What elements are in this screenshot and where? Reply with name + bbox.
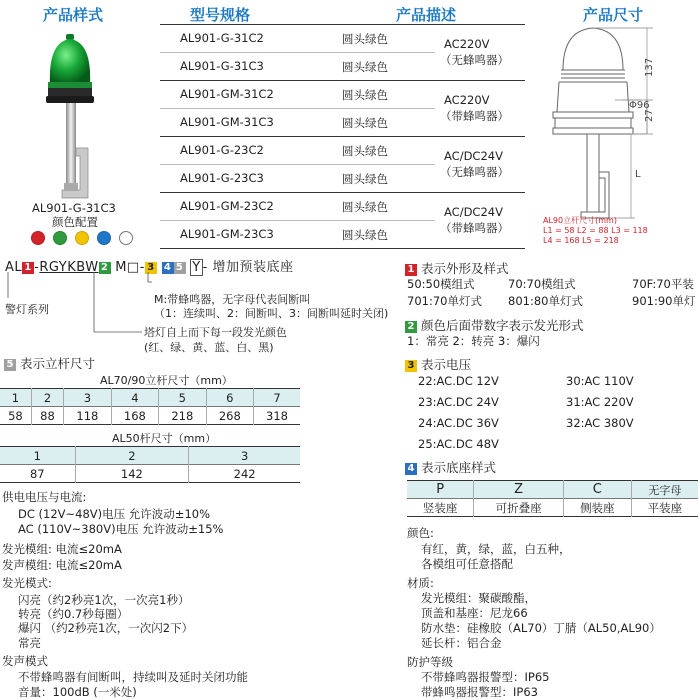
cell: 平装座 (631, 499, 698, 517)
code-line: AL 1 -RGYKBW 2 M□- 3 4 5 Y - 增加预装底座 (5, 260, 294, 275)
right-spec-line: 颜色: (407, 526, 434, 540)
right-spec-line: 发光模组：聚碳酸酯， (421, 591, 536, 605)
model-code: AL901-GM-31C2 (180, 87, 274, 101)
model-code: AL901-GM-31C3 (180, 115, 274, 129)
left-spec-line: DC (12V~48V)电压 允许波动±10% (18, 507, 211, 521)
left-spec-line: 发声模式 (2, 654, 48, 668)
cell: 1 (0, 389, 31, 407)
right-spec-line: 各模组可任意搭配 (421, 557, 513, 571)
voltage-item: 32:AC 380V (566, 416, 634, 430)
left-spec-line: 不带蜂鸣器有间断叫，持续叫及延时关闭功能 (18, 670, 248, 684)
header-style: 产品样式 (43, 6, 104, 24)
group-note: （无蜂鸣器） (440, 165, 509, 179)
group-voltage: AC220V (444, 37, 490, 51)
s1-item-5: 901:90单灯 (632, 294, 696, 308)
base-table (407, 480, 698, 517)
m-note: M:带蜂鸣器，无字母代表间断叫 (154, 293, 311, 306)
model-desc: 圆头绿色 (342, 32, 388, 46)
group-voltage: AC/DC24V (444, 205, 503, 219)
model-code: AL901-G-31C2 (180, 31, 264, 45)
model-desc: 圆头绿色 (342, 172, 388, 186)
model-desc: 圆头绿色 (342, 88, 388, 102)
right-spec-line: 不带蜂鸣器报警型：IP65 (421, 670, 550, 684)
pole-table-2 (0, 446, 300, 483)
left-spec-line: AC (110V~380V)电压 允许波动±15% (18, 522, 224, 536)
cell: 318 (254, 407, 300, 425)
s1-item-3: 701:70单灯式 (407, 294, 482, 308)
cell: 142 (75, 465, 189, 483)
cell: 1 (0, 447, 75, 465)
cell: 2 (31, 389, 63, 407)
cell: 242 (189, 465, 300, 483)
color-dot (97, 231, 111, 245)
cell: 87 (29, 466, 45, 481)
model-code: AL901-G-23C3 (180, 171, 264, 185)
cell: 268 (206, 407, 253, 425)
m-note2: （1：连续叫、2：间断叫、3：间断叫延时关闭) (154, 307, 389, 320)
model-desc: 圆头绿色 (342, 116, 388, 130)
left-spec-line: 发光模组: 电流≤20mA (2, 542, 122, 556)
cell: 3 (64, 389, 111, 407)
color-note2: (红、绿、黄、蓝、白、黑) (144, 341, 274, 354)
s1-item-2: 70F:70平装 (632, 277, 694, 291)
model-code: AL901-G-31C3 (180, 59, 264, 73)
model-desc: 圆头绿色 (342, 200, 388, 214)
s2-items: 1：常亮 2：转亮 3：爆闪 (407, 334, 540, 348)
cell: 218 (159, 407, 206, 425)
cell: 3 (189, 447, 300, 465)
cell: C (563, 481, 631, 499)
left-spec-line: 常亮 (18, 636, 41, 650)
left-spec-line: 发声模组: 电流≤20mA (2, 558, 122, 572)
cell: 2 (75, 447, 189, 465)
color-dot (53, 231, 67, 245)
group-note: （带蜂鸣器） (440, 109, 509, 123)
cell: 5 (159, 389, 206, 407)
cell: 7 (254, 389, 300, 407)
right-spec-line: 防护等级 (407, 655, 453, 669)
dim-note-1: L1 = 58 L2 = 88 L3 = 118 (543, 226, 648, 235)
color-dot (119, 231, 133, 245)
cell: 58 (8, 408, 23, 423)
model-desc: 圆头绿色 (342, 144, 388, 158)
left-spec-line: 供电电压与电流: (2, 490, 87, 504)
pole-table-1 (0, 388, 300, 425)
dim-height: 137 (644, 57, 655, 77)
left-spec-line: 闪亮（约2秒亮1次，一次亮1秒） (18, 593, 190, 607)
group-note: （带蜂鸣器） (440, 221, 509, 235)
right-spec-line: 顶盖和基座：尼龙66 (421, 606, 528, 620)
dim-length: L (635, 169, 641, 180)
cell: 可折叠座 (474, 499, 564, 517)
s5-table1-title: AL70/90立杆尺寸（mm） (100, 374, 233, 387)
cell: 6 (206, 389, 253, 407)
cell: 88 (31, 407, 63, 425)
left-spec-line: 转亮（约0.7秒每圈） (18, 607, 129, 621)
s3-title: 3 表示电压 (405, 355, 471, 373)
group-voltage: AC220V (444, 93, 490, 107)
color-dot (31, 231, 45, 245)
voltage-item: 23:AC.DC 24V (418, 395, 499, 409)
s1-item-4: 801:80单灯式 (508, 294, 583, 308)
right-spec-line: 带蜂鸣器报警型：IP63 (421, 685, 538, 699)
left-spec-line: 发光模式: (2, 576, 52, 590)
voltage-item: 24:AC.DC 36V (418, 416, 499, 430)
dim-note-2: L4 = 168 L5 = 218 (543, 236, 619, 245)
s5-title: 5 表示立杆尺寸 (4, 354, 95, 372)
model-desc: 圆头绿色 (342, 228, 388, 242)
right-spec-line: 防水垫：硅橡胶（AL70）丁腈（AL50,AL90） (421, 621, 661, 635)
product-model-label: AL901-G-31C3 (32, 201, 116, 215)
model-code: AL901-GM-23C3 (180, 227, 274, 241)
cell: 168 (111, 407, 158, 425)
group-note: （无蜂鸣器） (440, 53, 509, 67)
voltage-item: 25:AC.DC 48V (418, 437, 499, 451)
model-code: AL901-G-23C2 (180, 143, 264, 157)
cell: 无字母 (631, 481, 698, 499)
cell: Z (474, 481, 564, 499)
header-model: 型号规格 (190, 6, 251, 24)
dim-diameter: Φ96 (629, 100, 650, 111)
color-dot (75, 231, 89, 245)
s1-title: 1 表示外形及样式 (405, 259, 509, 277)
left-spec-line: 爆闪 （约2秒亮1次，一次闪2下） (18, 621, 194, 635)
right-spec-line: 材质: (407, 576, 434, 590)
left-spec-line: 音量：100dB (一米处) (18, 685, 137, 699)
cell: 4 (111, 389, 158, 407)
header-desc: 产品描述 (396, 6, 457, 24)
right-spec-line: 延长杆：铝合金 (421, 636, 502, 650)
voltage-item: 31:AC 220V (566, 395, 634, 409)
cell: 侧装座 (563, 499, 631, 517)
s1-item-1: 70:70模组式 (508, 277, 576, 291)
series-label: 警灯系列 (5, 303, 49, 316)
s5-table2-title: AL50杆尺寸（mm） (112, 432, 217, 445)
s2-title: 2 颜色后面带数字表示发光形式 (405, 316, 584, 334)
cell: 118 (64, 407, 111, 425)
group-voltage: AC/DC24V (444, 149, 503, 163)
color-config-label: 颜色配置 (52, 215, 98, 229)
header-size: 产品尺寸 (583, 6, 644, 24)
dim-note-0: AL90立杆尺寸(mm) (543, 216, 617, 225)
color-note: 塔灯自上而下每一段发光颜色 (144, 326, 287, 339)
model-code: AL901-GM-23C2 (180, 199, 274, 213)
voltage-item: 22:AC.DC 12V (418, 374, 499, 388)
model-desc: 圆头绿色 (342, 60, 388, 74)
s4-title: 4 表示底座样式 (405, 458, 496, 476)
cell: 竖装座 (422, 500, 458, 515)
s1-item-0: 50:50模组式 (407, 277, 475, 291)
product-image (40, 30, 110, 205)
voltage-item: 30:AC 110V (566, 374, 634, 388)
dim-base: 27 (644, 109, 655, 122)
right-spec-line: 有红，黄，绿，蓝，白五种， (421, 542, 571, 556)
cell: P (407, 481, 474, 499)
